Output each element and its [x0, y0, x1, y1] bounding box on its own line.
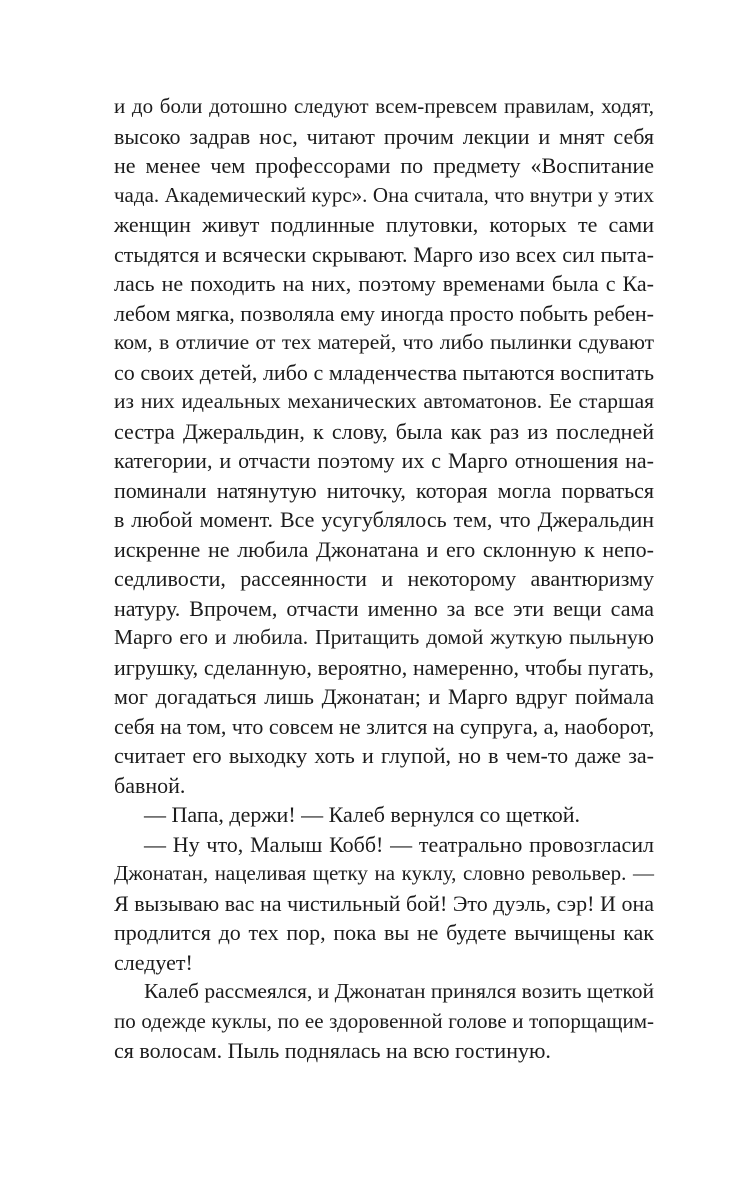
- text-line: ком, в отличие от тех матерей, что либо пылинки сдувают: [114, 330, 654, 354]
- text-line: со своих детей, либо с младенчества пытаются воспитать: [114, 359, 654, 385]
- text-line: поминали натянутую ниточку, которая могла порваться: [114, 477, 654, 503]
- text-line: себя на том, что совсем не злится на супруга, а, наоборот,: [114, 713, 655, 739]
- text-line: высоко задрав нос, читают прочим лекции и мнят себя: [114, 123, 654, 149]
- dialogue-paragraph: [114, 830, 654, 978]
- text-line: стыдятся и всячески скрывают. Марго изо всех сил пыта-: [114, 241, 654, 267]
- text-line: игрушку, сделанную, вероятно, намеренно, чтобы пугать,: [114, 654, 654, 680]
- text-line: — Папа, держи! — Калеб вернулся со щеткой.: [144, 802, 581, 827]
- text-line: следует!: [114, 949, 193, 975]
- text-line: считает его выходку хоть и глупой, но в чем-то даже за-: [114, 743, 654, 768]
- text-line: Марго его и любила. Притащить домой жуткую пыльную: [114, 625, 654, 649]
- text-line: Джонатан, нацеливая щетку на куклу, словно револьвер. —: [114, 861, 654, 885]
- book-page: [114, 92, 654, 1066]
- text-line: натуру. Впрочем, отчасти именно за все эти вещи сама: [114, 595, 654, 621]
- dialogue-paragraph: [114, 800, 654, 830]
- text-line: сестра Джеральдин, к слову, была как раз из последней: [114, 418, 654, 444]
- text-line: категории, и отчасти поэтому их с Марго отношения на-: [114, 448, 654, 473]
- text-line: ся волосам. Пыль поднялась на всю гостиную.: [114, 1038, 551, 1063]
- text-line: в любой момент. Все усугублялось тем, что Джеральдин: [114, 507, 654, 532]
- paragraph: [114, 977, 654, 1066]
- text-line: Калеб рассмеялся, и Джонатан принялся возить щеткой: [144, 979, 655, 1003]
- text-line: мог догадаться лишь Джонатан; и Марго вдруг поймала: [114, 684, 654, 709]
- paragraph: [114, 92, 654, 800]
- text-line: лебом мягка, позволяла ему иногда просто побыть ребен-: [114, 300, 654, 326]
- text-line: искренне не любила Джонатана и его склонную к непо-: [114, 536, 654, 562]
- text-line: из них идеальных механических автоматонов. Ее старшая: [114, 389, 654, 413]
- text-line: и до боли дотошно следуют всем-превсем правилам, ходят,: [114, 94, 654, 118]
- text-line: продлится до тех пор, пока вы не будете вычищены как: [114, 920, 654, 945]
- text-line: лась не походить на них, поэтому временами была с Ка-: [114, 271, 654, 296]
- text-line: седливости, рассеянности и некоторому авантюризму: [114, 566, 654, 591]
- text-line: не менее чем профессорами по предмету «Воспитание: [114, 153, 654, 178]
- text-line: чада. Академический курс». Она считала, что внутри у этих: [114, 182, 654, 207]
- text-line: женщин живут подлинные плутовки, которых те сами: [114, 212, 654, 237]
- text-line: — Ну что, Малыш Кобб! — театрально провозгласил: [144, 831, 654, 857]
- text-line: бавной.: [114, 772, 186, 798]
- text-line: по одежде куклы, по ее здоровенной голове и топорщащим-: [114, 1008, 654, 1033]
- text-line: Я вызываю вас на чистильный бой! Это дуэль, сэр! И она: [114, 890, 654, 916]
